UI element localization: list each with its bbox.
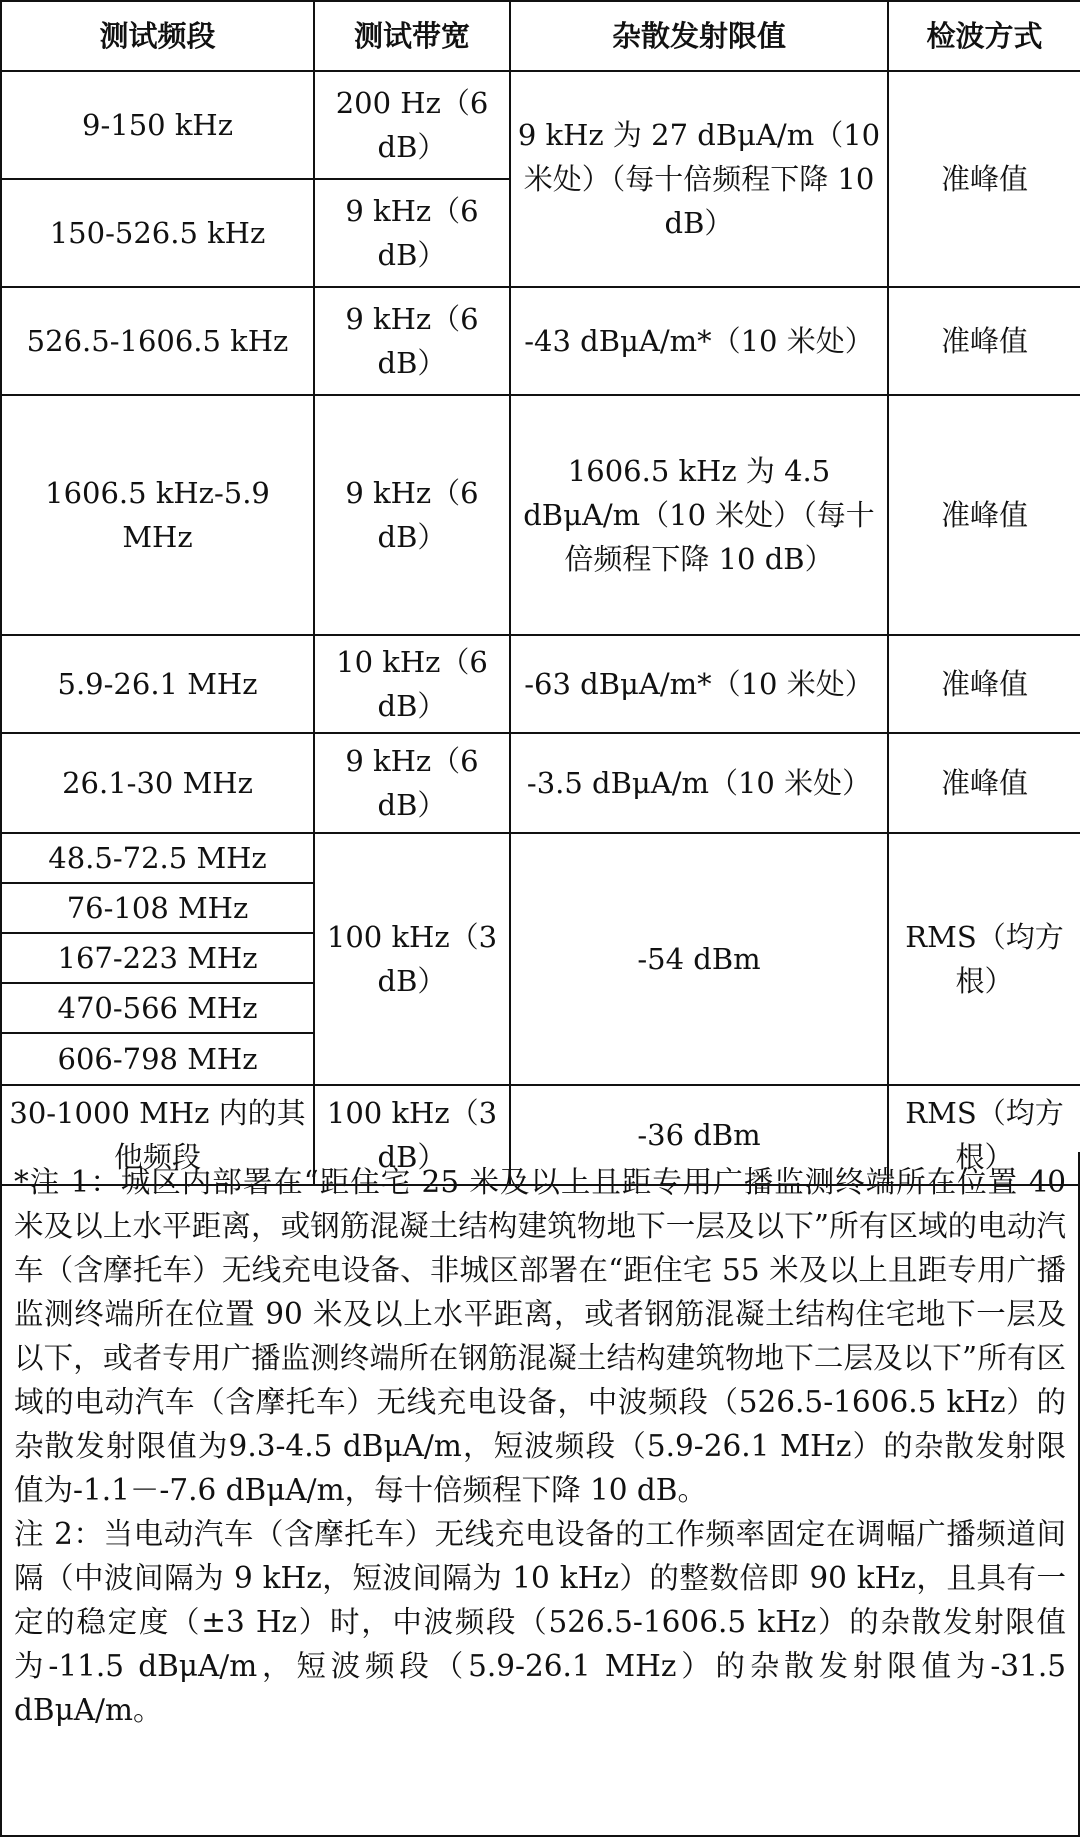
header-test-bandwidth: 测试带宽 xyxy=(314,1,510,71)
cell-limit: -63 dBμA/m*（10 米处） xyxy=(510,635,888,733)
table-row xyxy=(1,635,1080,733)
cell-limit: -54 dBm xyxy=(510,833,888,1085)
header-emission-limit: 杂散发射限值 xyxy=(510,1,888,71)
table-row xyxy=(1,395,1080,635)
cell-band: 76-108 MHz xyxy=(1,883,314,933)
table-header-row xyxy=(1,1,1080,71)
table-notes xyxy=(0,1152,1080,1837)
cell-band: 470-566 MHz xyxy=(1,983,314,1033)
cell-limit: 9 kHz 为 27 dBμA/m（10 米处）（每十倍频程下降 10 dB） xyxy=(510,71,888,287)
cell-band: 606-798 MHz xyxy=(1,1033,314,1085)
cell-band: 1606.5 kHz-5.9 MHz xyxy=(1,395,314,635)
cell-limit: -43 dBμA/m*（10 米处） xyxy=(510,287,888,395)
cell-band: 526.5-1606.5 kHz xyxy=(1,287,314,395)
cell-band: 26.1-30 MHz xyxy=(1,733,314,833)
cell-detector: RMS（均方根） xyxy=(888,833,1080,1085)
cell-detector: 准峰值 xyxy=(888,287,1080,395)
cell-limit: 1606.5 kHz 为 4.5 dBμA/m（10 米处）（每十倍频程下降 10 dB） xyxy=(510,395,888,635)
cell-band: 48.5-72.5 MHz xyxy=(1,833,314,883)
cell-band: 167-223 MHz xyxy=(1,933,314,983)
table-row xyxy=(1,287,1080,395)
cell-bandwidth: 100 kHz（3 dB） xyxy=(314,1085,510,1185)
cell-bandwidth: 9 kHz（6 dB） xyxy=(314,395,510,635)
header-detector: 检波方式 xyxy=(888,1,1080,71)
cell-bandwidth: 200 Hz（6 dB） xyxy=(314,71,510,179)
cell-bandwidth: 9 kHz（6 dB） xyxy=(314,287,510,395)
cell-detector: RMS（均方根） xyxy=(888,1085,1080,1185)
table-row xyxy=(1,71,1080,179)
note-2: 注 2：当电动汽车（含摩托车）无线充电设备的工作频率固定在调幅广播频道间隔（中波间隔为 9 kHz，短波间隔为 10 kHz）的整数倍即 90 kHz，且具有一定的稳定度（±3 Hz）时，中波频段（526.5-1606.5 kHz）的杂散发射限值为-11.5 dBμA/m，短波频段（5.9-26.1 MHz）的杂散发射限值为-31.5 dBμA/m。 xyxy=(14,1517,1066,1727)
cell-bandwidth: 9 kHz（6 dB） xyxy=(314,179,510,287)
header-test-band: 测试频段 xyxy=(1,1,314,71)
cell-band: 5.9-26.1 MHz xyxy=(1,635,314,733)
cell-detector: 准峰值 xyxy=(888,395,1080,635)
cell-detector: 准峰值 xyxy=(888,733,1080,833)
cell-bandwidth: 9 kHz（6 dB） xyxy=(314,733,510,833)
cell-band: 150-526.5 kHz xyxy=(1,179,314,287)
cell-detector: 准峰值 xyxy=(888,71,1080,287)
cell-detector: 准峰值 xyxy=(888,635,1080,733)
cell-band: 30-1000 MHz 内的其他频段 xyxy=(1,1085,314,1185)
note-1: *注 1：城区内部署在“距住宅 25 米及以上且距专用广播监测终端所在位置 40 米及以上水平距离，或钢筋混凝土结构建筑物地下一层及以下”所有区域的电动汽车（含摩托车）无线充电设备、非城区部署在“距住宅 55 米及以上且距专用广播监测终端所在位置 90 米及以上水平距离，或者钢筋混凝土结构住宅地下一层及以下，或者专用广播监测终端所在钢筋混凝土结构建筑物地下二层及以下”所有区域的电动汽车（含摩托车）无线充电设备，中波频段（526.5-1606.5 kHz）的杂散发射限值为9.3-4.5 dBμA/m，短波频段（5.9-26.1 MHz）的杂散发射限值为-1.1－-7.6 dBμA/m，每十倍频程下降 10 dB。 xyxy=(14,1165,1066,1507)
table-row xyxy=(1,833,1080,883)
cell-bandwidth: 10 kHz（6 dB） xyxy=(314,635,510,733)
cell-bandwidth: 100 kHz（3 dB） xyxy=(314,833,510,1085)
cell-limit: -3.5 dBμA/m（10 米处） xyxy=(510,733,888,833)
table-row xyxy=(1,733,1080,833)
cell-limit: -36 dBm xyxy=(510,1085,888,1185)
cell-band: 9-150 kHz xyxy=(1,71,314,179)
